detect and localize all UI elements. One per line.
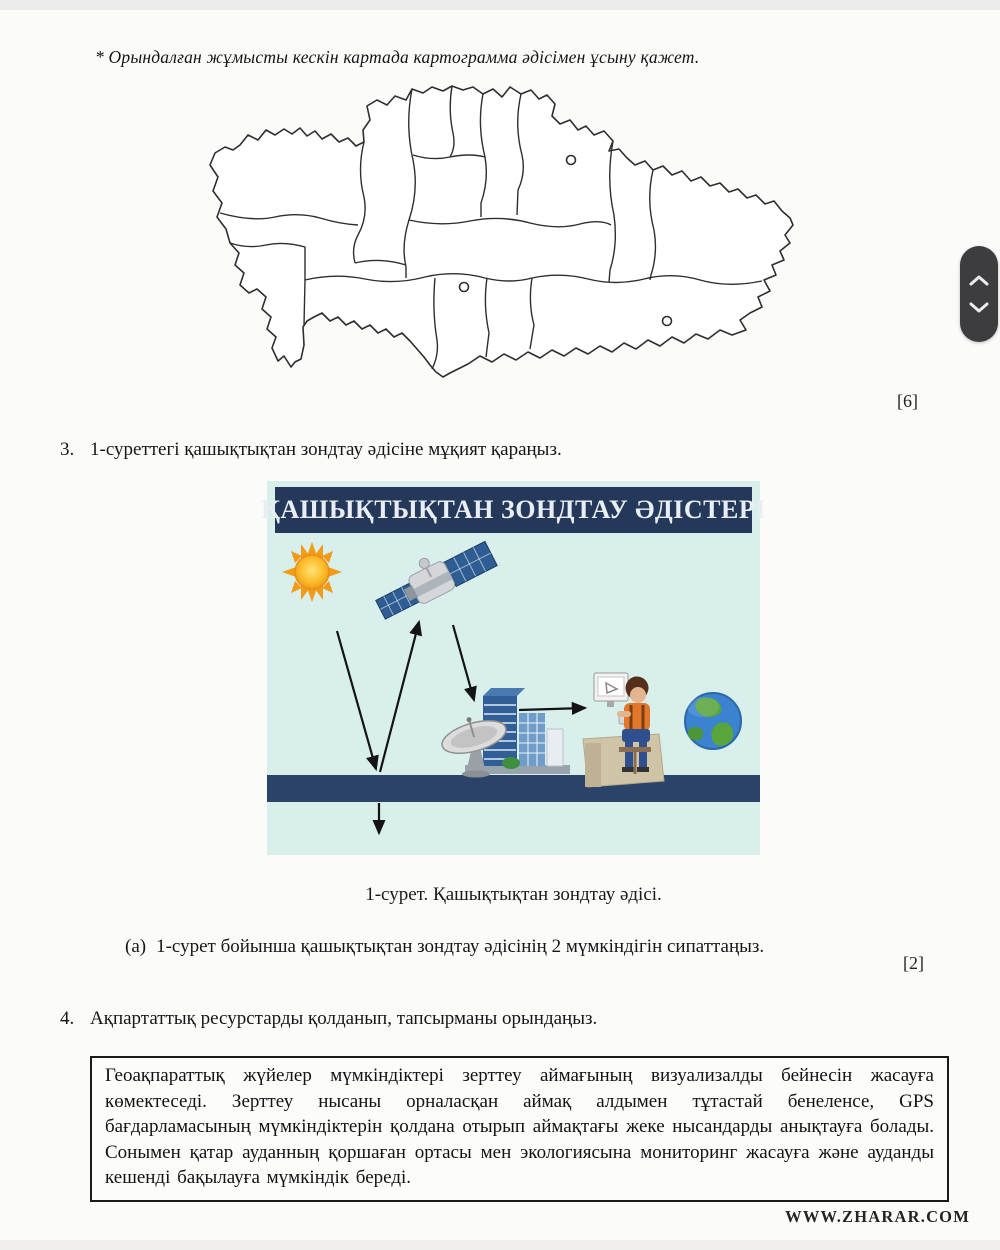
kazakhstan-outline-map bbox=[180, 85, 800, 380]
operator-workstation bbox=[583, 673, 664, 787]
satellite-icon bbox=[369, 530, 498, 623]
scroll-down-button[interactable] bbox=[967, 300, 991, 316]
marks-badge-2: [2] bbox=[903, 953, 924, 973]
question-4-number: 4. bbox=[60, 1008, 75, 1029]
sub-question-a-text: 1-сурет бойынша қашықтықтан зондтау әдісінің 2 мүмкіндігін сипаттаңыз. bbox=[156, 936, 765, 957]
map-country-border bbox=[210, 86, 793, 377]
question-4 bbox=[60, 1008, 597, 1030]
question-3-text: 1-суреттегі қашықтықтан зондтау әдісіне мұқият қараңыз. bbox=[90, 439, 562, 460]
figure-banner-title: ҚАШЫҚТЫҚТАН ЗОНДТАУ ӘДІСТЕРІ bbox=[261, 495, 766, 524]
question-4-text: Ақпартаттық ресурстарды қолданып, тапсырманы орындаңыз. bbox=[90, 1008, 598, 1029]
sub-question-a bbox=[125, 936, 764, 958]
page-edge-top bbox=[0, 0, 1000, 10]
question-3 bbox=[60, 439, 562, 461]
figure-caption: 1-сурет. Қашықтықтан зондтау әдісі. bbox=[365, 884, 662, 905]
figure-scene bbox=[267, 481, 760, 855]
scroll-widget bbox=[960, 246, 998, 342]
info-box: Геоақпараттық жүйелер мүмкіндіктері зерттеу аймағының визуализалды бейнесін жасауға көмектеседі. Зерттеу нысаны орналасқан аймақ алдымен тұтастай бенеленсе, GPS бағдарламасының мүмкіндіктерін қолдана отырып аймақтағы жеке нысандарды анықтауға болады. Сонымен қатар ауданның қоршаған ортасы мен экологиясына мониторинг жасауға және ауданды кешенді бақылауға мүмкіндік береді. bbox=[90, 1056, 949, 1202]
sub-question-a-label: (а) bbox=[125, 936, 147, 957]
scroll-up-button[interactable] bbox=[967, 272, 991, 288]
page-edge-bottom bbox=[0, 1240, 1000, 1250]
ground-band bbox=[267, 775, 760, 802]
question-3-number: 3. bbox=[60, 439, 75, 460]
globe-icon bbox=[685, 693, 741, 749]
chevron-up-icon bbox=[969, 274, 989, 286]
sun-icon bbox=[282, 542, 342, 602]
site-wordmark: WWW.ZHARAR.COM bbox=[785, 1207, 970, 1226]
figure-banner bbox=[261, 487, 766, 533]
marks-badge-6: [6] bbox=[897, 391, 918, 411]
chevron-down-icon bbox=[969, 302, 989, 314]
figure-remote-sensing bbox=[261, 481, 766, 855]
intro-note: * Орындалған жұмысты кескін картада картограмма әдісімен ұсыну қажет. bbox=[95, 47, 700, 67]
